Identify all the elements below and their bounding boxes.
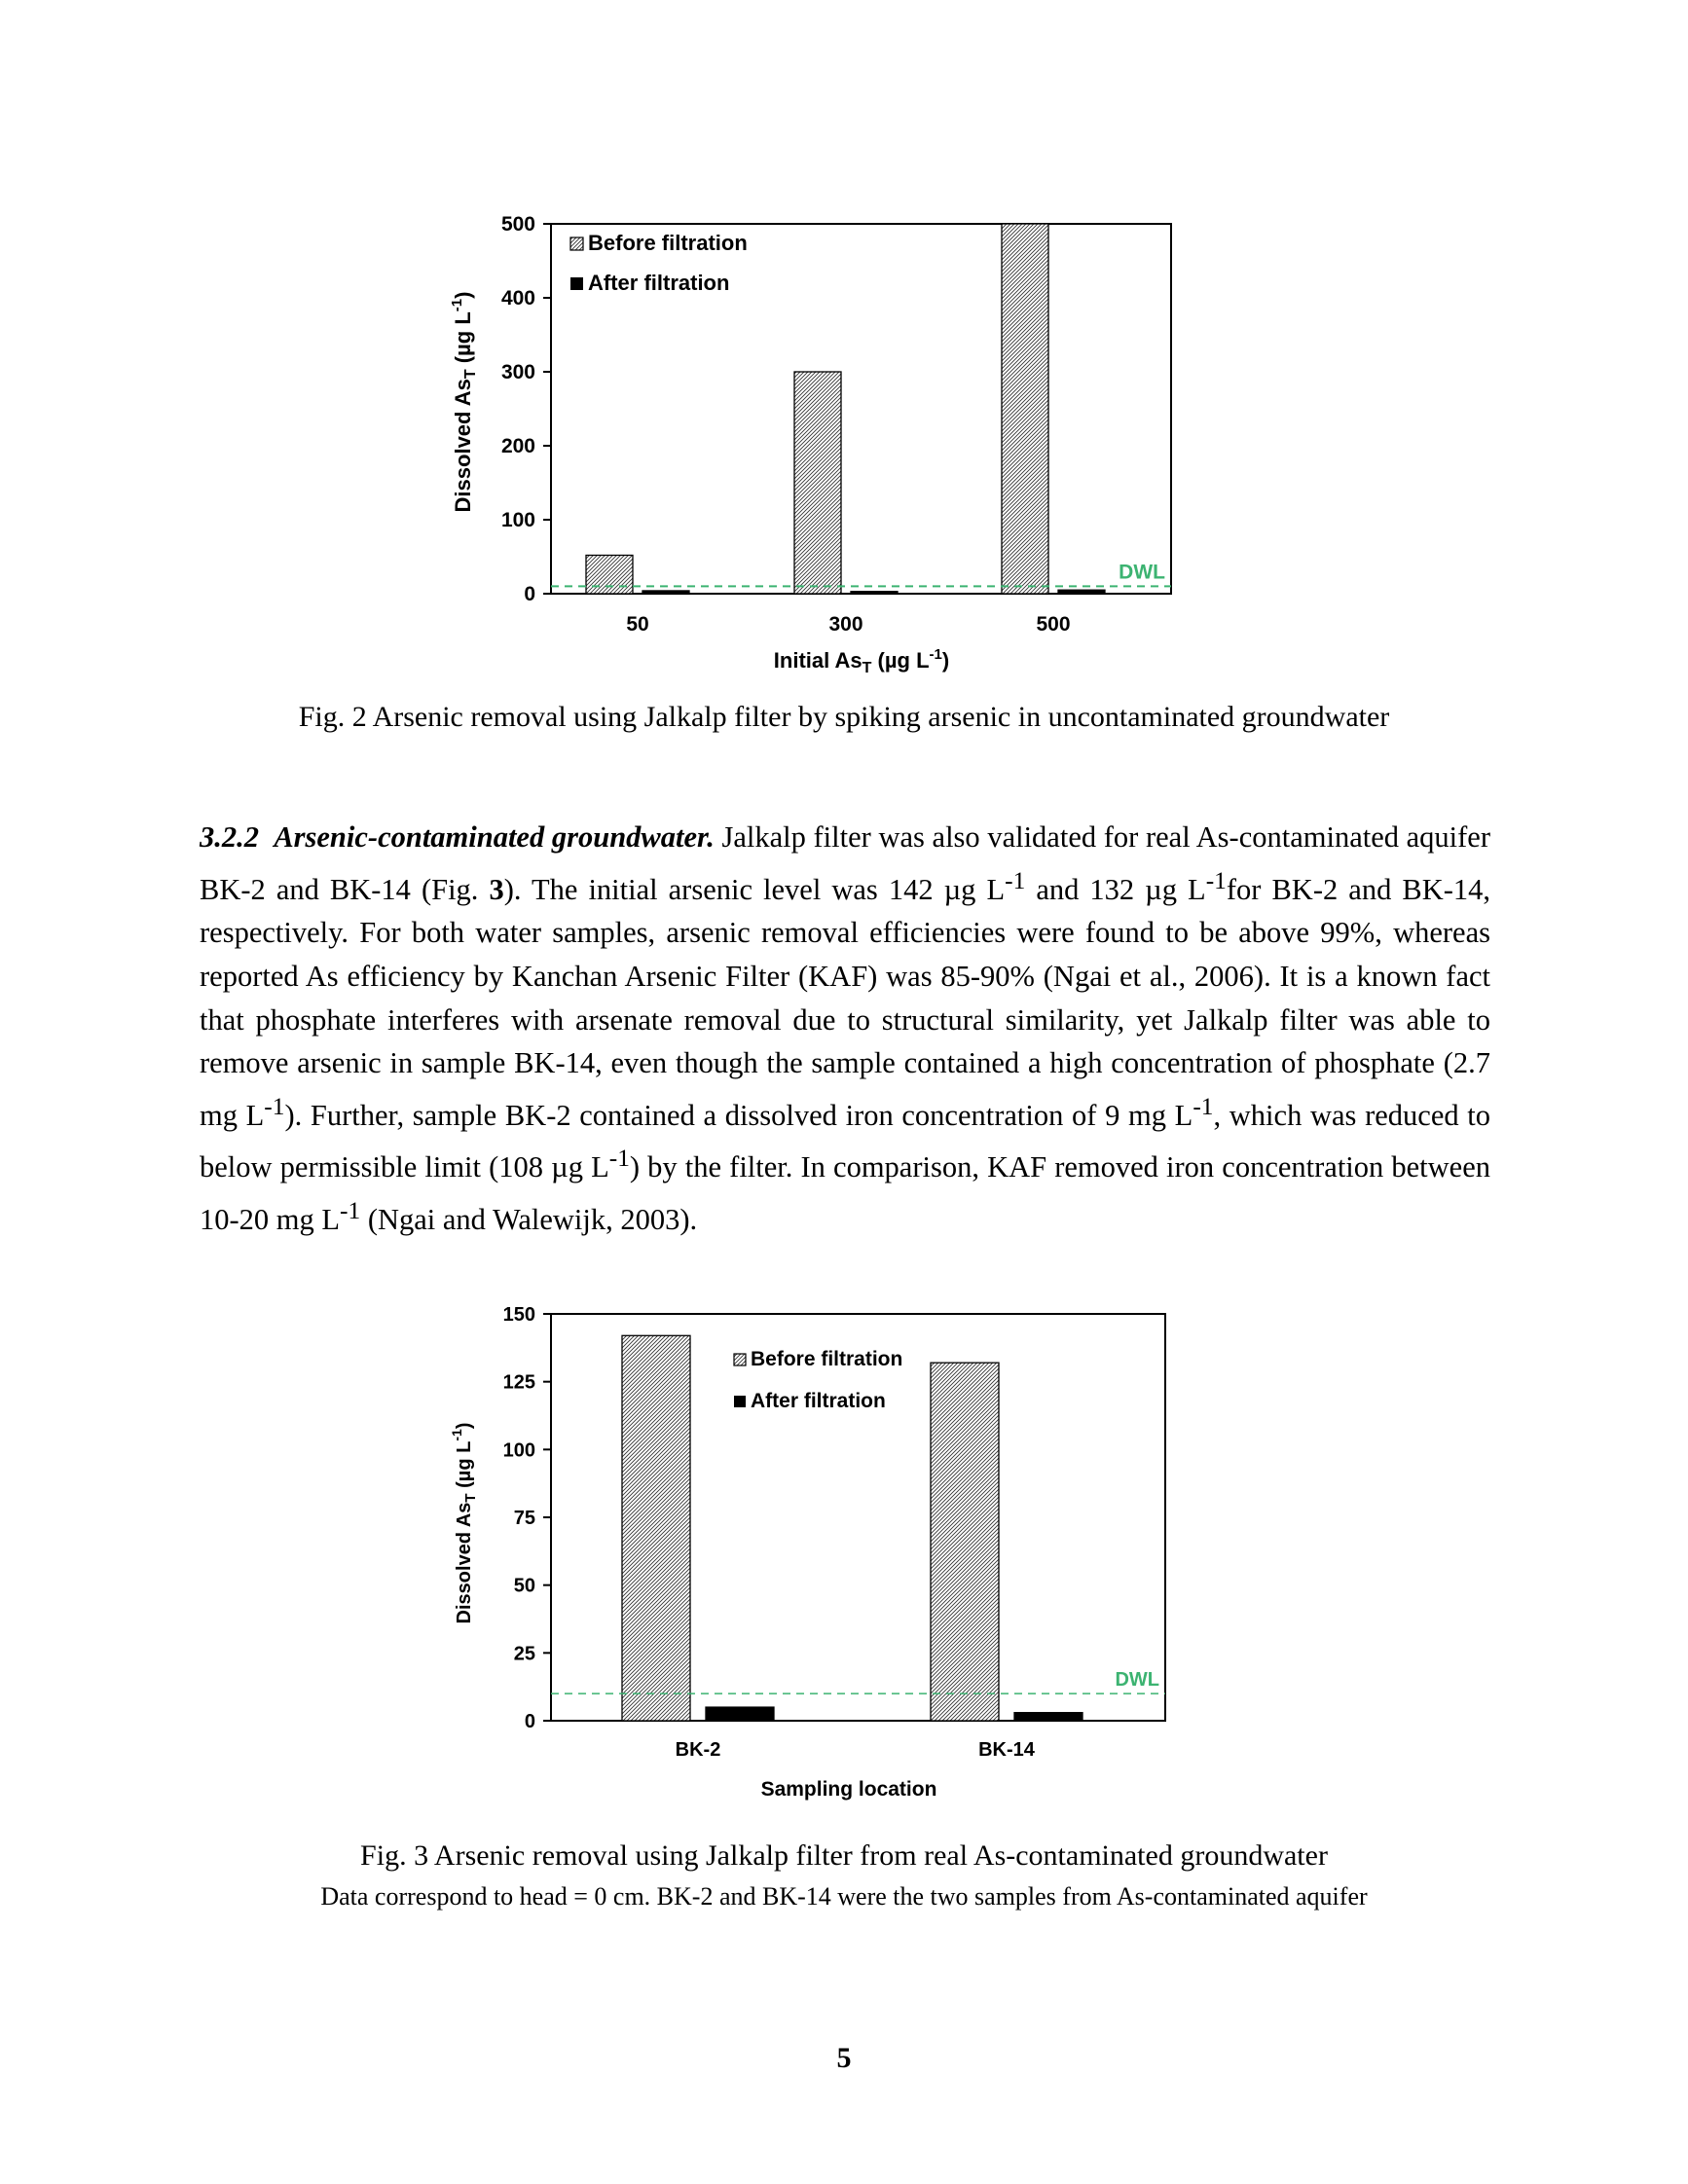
fig2-legend-after: After filtration bbox=[588, 271, 730, 295]
fig3-y-axis-label: Dissolved $As_T$ (µg $L^{-1}$) bbox=[449, 1422, 479, 1624]
fig3-legend-swatch-before bbox=[734, 1354, 746, 1365]
fig3-bar-after-bk-2 bbox=[706, 1707, 774, 1721]
fig2-y-axis-label: Dissolved $As_T$ (µg $L^{-1}$) bbox=[449, 291, 479, 513]
fig3-dwl-label: DWL bbox=[1115, 1669, 1159, 1692]
fig2-dwl-label: DWL bbox=[1119, 561, 1165, 584]
fig2-caption: Fig. 2 Arsenic removal using Jalkalp filter by spiking arsenic in uncontaminated groundwater bbox=[298, 701, 1390, 733]
section-heading: 3.2.2 Arsenic-contaminated groundwater. bbox=[200, 820, 715, 854]
fig2-bar-before-500 bbox=[1002, 224, 1048, 594]
fig3-y-tick-label: 125 bbox=[502, 1371, 535, 1394]
fig2-bar-before-300 bbox=[794, 372, 841, 594]
fig3-legend-after: After filtration bbox=[751, 1390, 886, 1412]
fig3-legend-swatch-after bbox=[734, 1396, 746, 1407]
fig2-bar-after-500 bbox=[1058, 590, 1105, 594]
fig3-y-tick-label: 25 bbox=[513, 1643, 535, 1665]
section-paragraph: 3.2.2 Arsenic-contaminated groundwater. Jalkalp filter was also validated for real As-contaminated aquifer BK-2 and BK-14 (Fig. 3). The initial arsenic level was 142 µg $L^{-1}$ and 132 µg $L^{-1}for$ BK-2 and BK-14, respectively. For both water samples, arsenic removal efficiencies were found to be above 99%, whereas reported As efficiency by Kanchan Arsenic Filter (KAF) was 85-90% (Ngai et al., 2006). It is a known fact that phosphate interferes with arsenate removal due to structural similarity, yet Jalkalp filter was able to remove arsenic in sample BK-14, even though the sample contained a high concentration of phosphate (2.7 mg $L^{-1}$). Further, sample BK-2 contained a dissolved iron concentration of 9 mg $L^{-1}$, which was reduced to below permissible limit (108 µg $L^{-1}$) by the filter. In comparison, KAF removed iron concentration between 10-20 mg $L^{-1}$ (Ngai and Walewijk, 2003). bbox=[200, 820, 1491, 1237]
fig2-bar-after-300 bbox=[851, 592, 898, 594]
fig3-x-tick-label: BK-14 bbox=[978, 1739, 1035, 1761]
fig3-y-tick-label: 150 bbox=[502, 1304, 535, 1326]
fig3-bar-after-bk-14 bbox=[1014, 1713, 1083, 1721]
fig3-note: Data correspond to head = 0 cm. BK-2 and BK-14 were the two samples from As-contaminated aquifer bbox=[320, 1882, 1368, 1911]
fig2-x-tick-label: 50 bbox=[626, 613, 649, 636]
fig2-x-tick-label: 300 bbox=[828, 613, 863, 636]
page-number: 5 bbox=[836, 2042, 852, 2074]
fig2-legend-swatch-before bbox=[570, 237, 583, 250]
fig3-y-tick-label: 75 bbox=[513, 1508, 535, 1529]
fig2-y-tick-label: 200 bbox=[500, 435, 535, 457]
fig2-legend-before: Before filtration bbox=[588, 231, 748, 255]
fig3-y-tick-label: 0 bbox=[524, 1711, 535, 1732]
fig2-chart bbox=[0, 0, 1688, 701]
fig2-x-axis-label: Initial $As_T$ (µg $L^{-1}$) bbox=[773, 646, 950, 676]
fig3-x-axis-label: Sampling location bbox=[760, 1778, 937, 1801]
fig2-bar-before-50 bbox=[586, 555, 633, 594]
fig2-bar-after-50 bbox=[642, 591, 689, 594]
fig3-bar-before-bk-2 bbox=[622, 1335, 690, 1721]
fig3-y-tick-label: 100 bbox=[502, 1439, 535, 1462]
fig2-y-tick-label: 500 bbox=[500, 213, 535, 236]
fig3-caption: Fig. 3 Arsenic removal using Jalkalp filter from real As-contaminated groundwater bbox=[360, 1839, 1328, 1872]
fig2-y-tick-label: 400 bbox=[500, 287, 535, 309]
fig3-x-tick-label: BK-2 bbox=[675, 1739, 721, 1761]
fig2-legend-swatch-after bbox=[570, 277, 583, 290]
fig2-x-tick-label: 500 bbox=[1036, 613, 1071, 636]
fig3-legend-before: Before filtration bbox=[751, 1348, 903, 1370]
fig2-y-tick-label: 0 bbox=[524, 583, 535, 605]
fig3-bar-before-bk-14 bbox=[931, 1363, 999, 1721]
fig3-y-tick-label: 50 bbox=[513, 1575, 535, 1597]
fig2-y-tick-label: 100 bbox=[500, 509, 535, 531]
fig2-y-tick-label: 300 bbox=[500, 361, 535, 383]
